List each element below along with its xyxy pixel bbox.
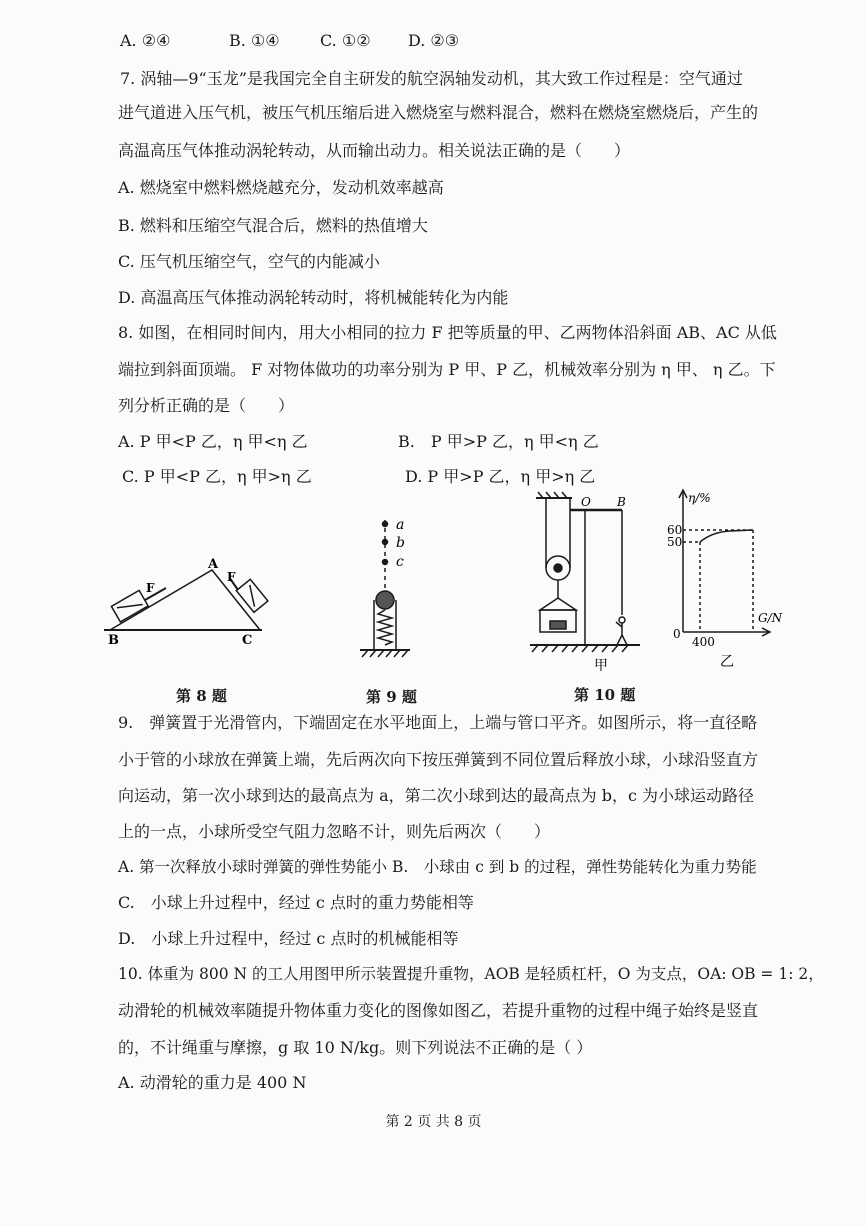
q9-line-1: 9. 弹簧置于光滑管内，下端固定在水平地面上，上端与管口平齐。如图所示，将一直径略 — [118, 713, 758, 732]
q8-line-3: 列分析正确的是（ ） — [118, 396, 295, 415]
q9-line-4: 上的一点，小球所受空气阻力忽略不计，则先后两次（ ） — [118, 822, 551, 841]
graph-origin: 0 — [673, 627, 681, 641]
graph-xtick-400: 400 — [692, 635, 715, 649]
figures-row — [0, 480, 867, 710]
graph-ylabel: η/% — [688, 491, 711, 505]
option-d: D. ②③ — [408, 31, 460, 50]
option-a: A. ②④ — [120, 31, 171, 50]
q9-option-d: D. 小球上升过程中，经过 c 点时的机械能相等 — [118, 929, 459, 948]
figure-10-label-jia: 甲 — [594, 658, 608, 674]
label-c: C — [242, 633, 253, 648]
q7-line-2: 进气道进入压气机，被压气机压缩后进入燃烧室与燃料混合，燃料在燃烧室燃烧后，产生的 — [118, 103, 759, 122]
option-b: B. ①④ — [229, 31, 280, 50]
q7-option-c: C. 压气机压缩空气，空气的内能减小 — [118, 252, 380, 271]
point-b: b — [396, 535, 405, 551]
q7-option-a: A. 燃烧室中燃料燃烧越充分，发动机效率越高 — [118, 178, 444, 197]
q10-line-2: 动滑轮的机械效率随提升物体重力变化的图像如图乙，若提升重物的过程中绳子始终是竖直 — [118, 1001, 759, 1020]
q10-line-3: 的，不计绳重与摩擦，g 取 10 N/kg。则下列说法不正确的是（ ） — [118, 1038, 593, 1057]
q7-line-1: 7. 涡轴—9“玉龙”是我国完全自主研发的航空涡轴发动机，其大致工作过程是：空气通过 — [120, 69, 743, 88]
caption-fig-10: 第 10 题 — [574, 686, 636, 704]
option-c: C. ①② — [320, 31, 371, 50]
q7-line-3: 高温高压气体推动涡轮转动，从而输出动力。相关说法正确的是（ ） — [118, 141, 631, 160]
label-a: A — [208, 557, 219, 572]
force-f-ab: F — [146, 581, 155, 595]
q8-option-a: A. P 甲<P 乙，η 甲<η 乙 — [118, 432, 308, 451]
page-footer: 第 2 页 共 8 页 — [385, 1114, 482, 1130]
figure-10-efficiency-graph — [679, 490, 770, 636]
graph-xlabel: G/N — [758, 611, 783, 625]
q8-option-c: C. P 甲<P 乙，η 甲>η 乙 — [122, 467, 312, 486]
q8-option-b: B. P 甲>P 乙，η 甲<η 乙 — [398, 432, 599, 451]
label-o: O — [581, 495, 591, 509]
figure-10-pulley-lever — [530, 492, 640, 652]
q7-option-d: D. 高温高压气体推动涡轮转动时，将机械能转化为内能 — [118, 288, 509, 307]
figure-10-label-yi: 乙 — [720, 654, 734, 670]
point-a: a — [396, 517, 405, 533]
q10-option-a: A. 动滑轮的重力是 400 N — [118, 1073, 307, 1092]
q7-option-b: B. 燃料和压缩空气混合后，燃料的热值增大 — [118, 216, 428, 235]
q9-option-c: C. 小球上升过程中，经过 c 点时的重力势能相等 — [118, 893, 474, 912]
q9-option-ab: A. 第一次释放小球时弹簧的弹性势能小 B. 小球由 c 到 b 的过程，弹性势能转化为重力势能 — [118, 858, 757, 876]
q8-line-1: 8. 如图，在相同时间内，用大小相同的拉力 F 把等质量的甲、乙两物体沿斜面 AB、AC 从低 — [118, 323, 777, 342]
q9-line-3: 向运动，第一次小球到达的最高点为 a，第二次小球到达的最高点为 b，c 为小球运动路径 — [118, 786, 755, 805]
force-f-ac: F — [227, 570, 236, 584]
figure-8-inclines — [104, 570, 268, 630]
q9-line-2: 小于管的小球放在弹簧上端，先后两次向下按压弹簧到不同位置后释放小球，小球沿竖直方 — [118, 750, 759, 769]
label-b-lever: B — [617, 495, 626, 509]
graph-ytick-60: 60 — [667, 523, 683, 537]
graph-ytick-50: 50 — [667, 535, 683, 549]
caption-fig-8: 第 8 题 — [176, 687, 227, 705]
caption-fig-9: 第 9 题 — [366, 688, 417, 706]
q8-option-d: D. P 甲>P 乙，η 甲>η 乙 — [405, 467, 596, 486]
label-b: B — [108, 633, 119, 648]
q8-line-2: 端拉到斜面顶端。 F 对物体做功的功率分别为 P 甲、P 乙，机械效率分别为 η 甲、 η 乙。下 — [118, 360, 776, 379]
q10-line-1: 10. 体重为 800 N 的工人用图甲所示装置提升重物，AOB 是轻质杠杆，O 为支点，OA: OB = 1: 2， — [118, 965, 824, 983]
point-c: c — [396, 554, 404, 570]
